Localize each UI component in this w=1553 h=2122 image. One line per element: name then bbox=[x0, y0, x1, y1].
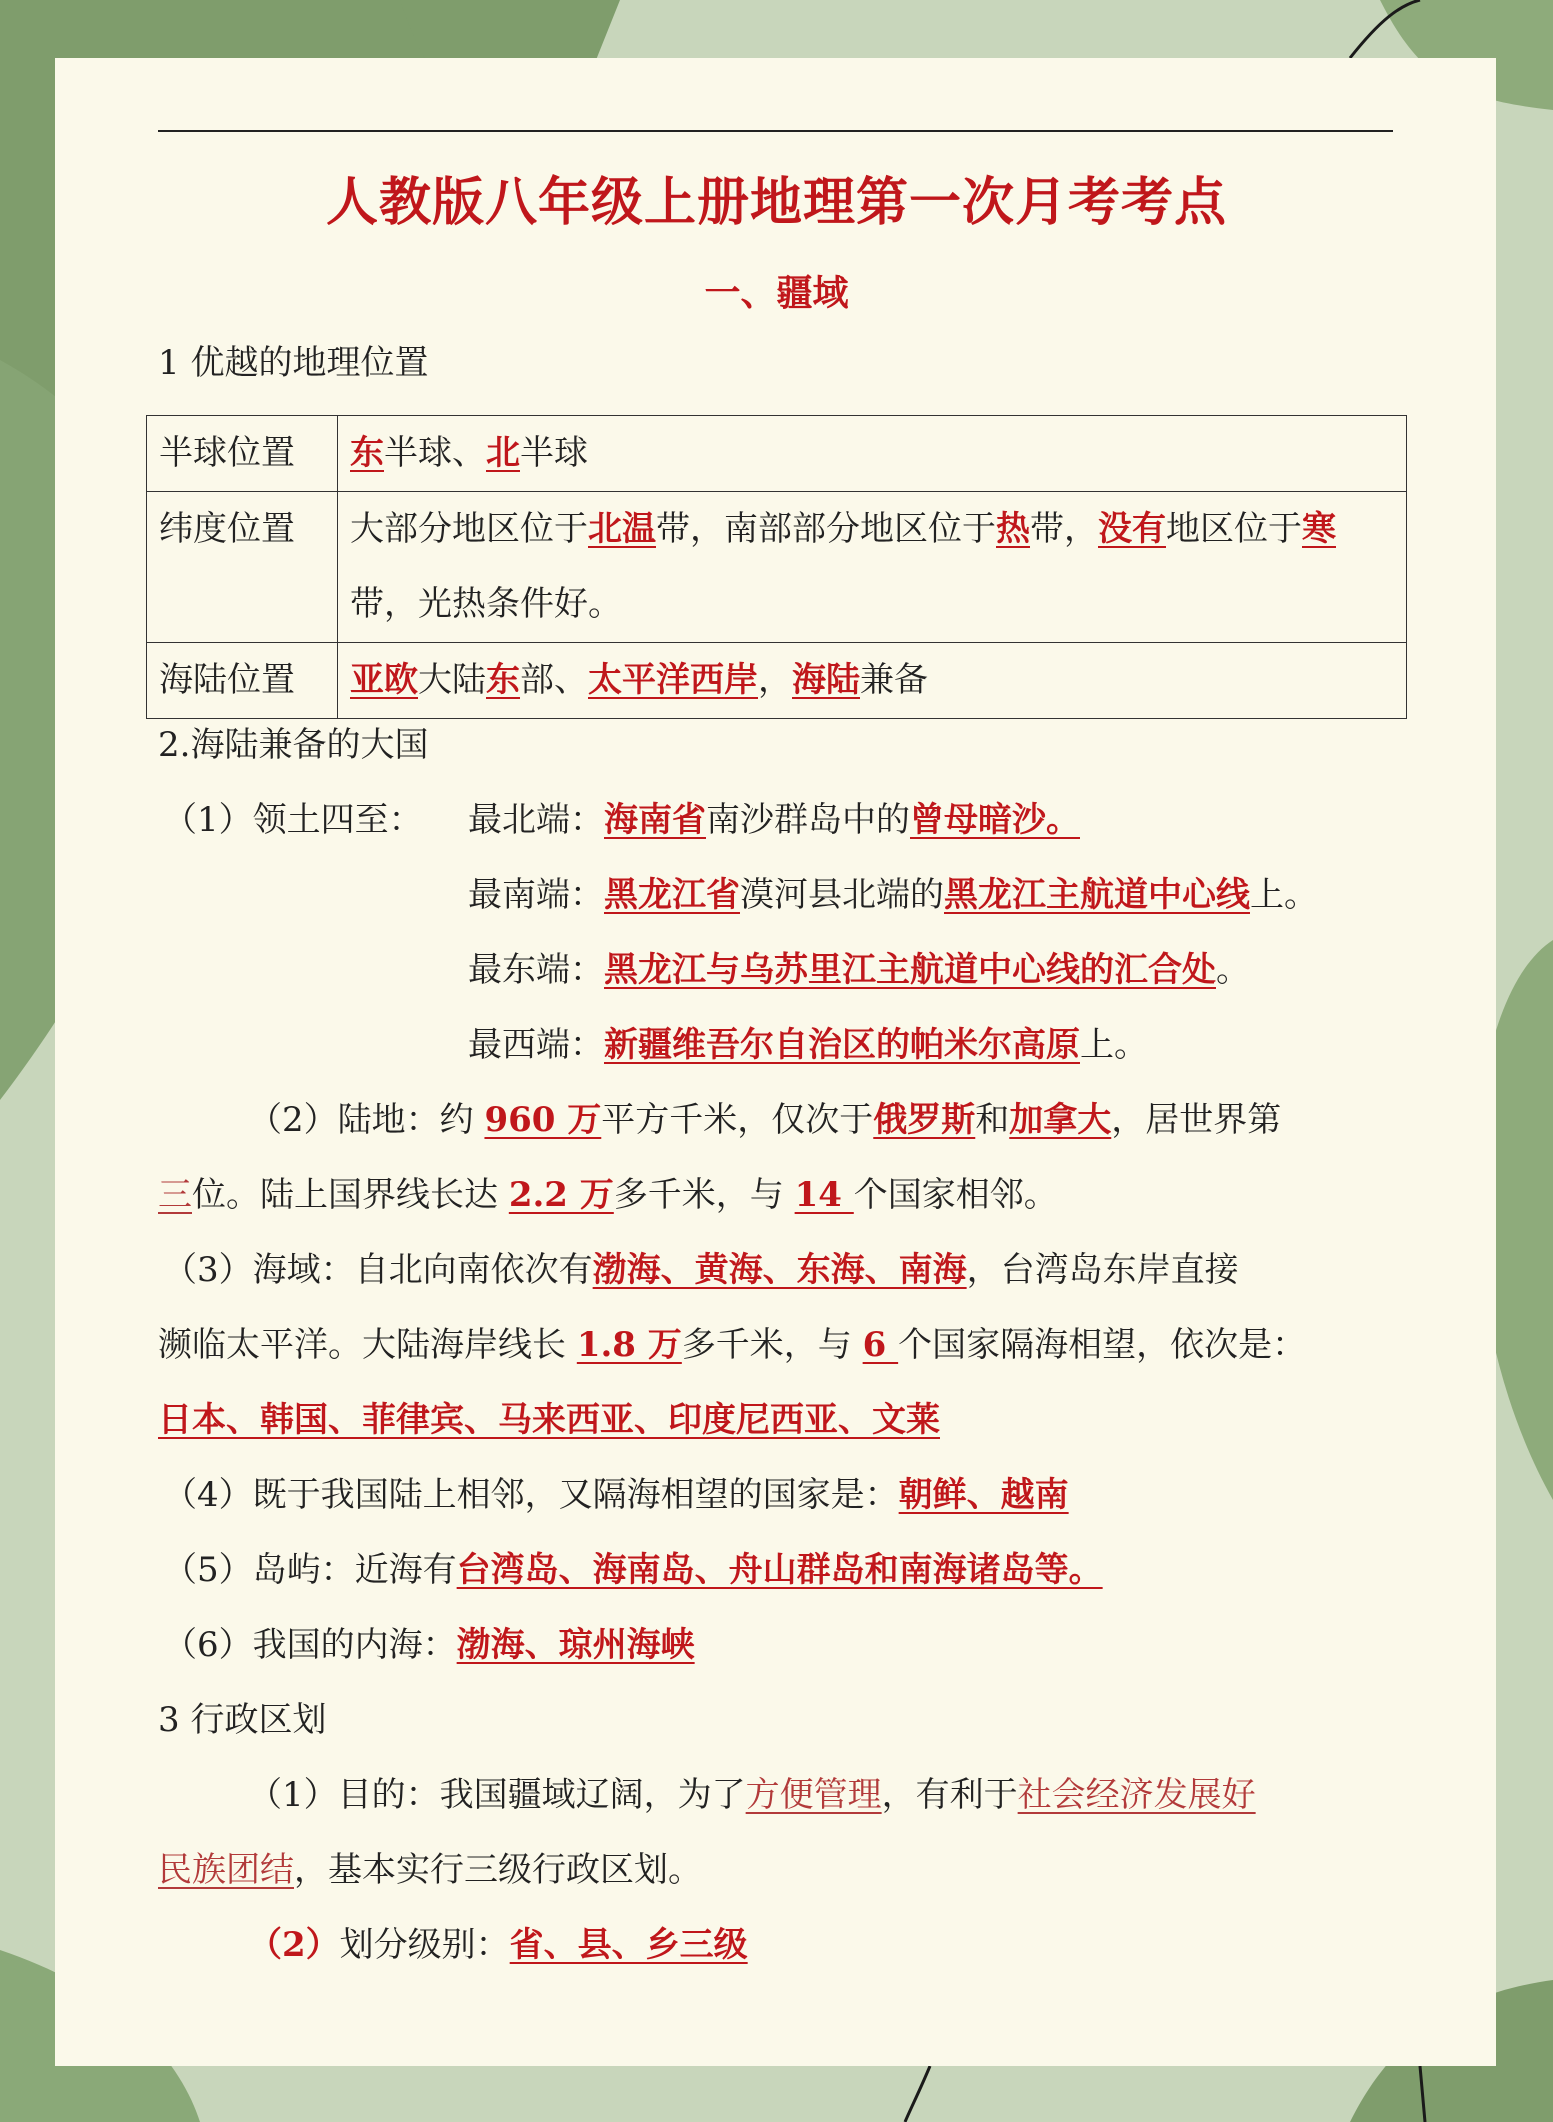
text: ， bbox=[758, 660, 792, 700]
extreme-north: 最北端：海南省南沙群岛中的曾母暗沙。 bbox=[468, 800, 1080, 840]
row-key: 半球位置 bbox=[147, 416, 338, 492]
keyword: 海陆 bbox=[792, 660, 860, 700]
row-key: 纬度位置 bbox=[147, 492, 338, 643]
sea-line-2: 濒临太平洋。大陆海岸线长 1.8 万多千米，与 6 个国家隔海相望，依次是： bbox=[158, 1325, 1307, 1365]
both-neighbors: （4）既于我国陆上相邻，又隔海相望的国家是：朝鲜、越南 bbox=[163, 1475, 1069, 1515]
table-row bbox=[147, 492, 1407, 643]
row-key: 海陆位置 bbox=[147, 643, 338, 719]
islands: （5）岛屿：近海有台湾岛、海南岛、舟山群岛和南海诸岛等。 bbox=[163, 1550, 1103, 1590]
keyword: 北 bbox=[486, 433, 520, 473]
extreme-south: 最南端：黑龙江省漠河县北端的黑龙江主航道中心线上。 bbox=[468, 875, 1318, 915]
heading-location: 1 优越的地理位置 bbox=[158, 343, 429, 383]
text: 大陆 bbox=[418, 660, 486, 700]
heading-big-country: 2.海陆兼备的大国 bbox=[158, 725, 429, 765]
purpose-line-1: （1）目的：我国疆域辽阔，为了方便管理，有利于社会经济发展好 bbox=[248, 1775, 1256, 1815]
extreme-east: 最东端：黑龙江与乌苏里江主航道中心线的汇合处。 bbox=[468, 950, 1250, 990]
keyword: 东 bbox=[350, 433, 384, 473]
extreme-west: 最西端：新疆维吾尔自治区的帕米尔高原上。 bbox=[468, 1025, 1148, 1065]
row-value bbox=[338, 416, 1407, 492]
purpose-line-2: 民族团结，基本实行三级行政区划。 bbox=[158, 1850, 702, 1890]
row-value bbox=[338, 492, 1407, 643]
text: 大部分地区位于 bbox=[350, 509, 588, 549]
land-line-1: （2）陆地：约 960 万平方千米，仅次于俄罗斯和加拿大，居世界第 bbox=[248, 1100, 1282, 1140]
text: 带， bbox=[1030, 509, 1098, 549]
text: 部、 bbox=[520, 660, 588, 700]
keyword: 热 bbox=[996, 509, 1030, 549]
text: 兼备 bbox=[860, 660, 928, 700]
keyword: 东 bbox=[486, 660, 520, 700]
keyword: 没有 bbox=[1098, 509, 1166, 549]
heading-admin: 3 行政区划 bbox=[158, 1700, 327, 1740]
text: 带，南部部分地区位于 bbox=[656, 509, 996, 549]
land-line-2: 三位。陆上国界线长达 2.2 万多千米，与 14 个国家相邻。 bbox=[158, 1175, 1058, 1215]
inland-sea: （6）我国的内海：渤海、琼州海峡 bbox=[163, 1625, 695, 1665]
territory-label: （1）领土四至： bbox=[163, 800, 423, 840]
row-value bbox=[338, 643, 1407, 719]
levels-line: （2）划分级别：省、县、乡三级 bbox=[248, 1925, 748, 1965]
sea-line-3: 日本、韩国、菲律宾、马来西亚、印度尼西亚、文莱 bbox=[158, 1400, 940, 1440]
text: 半球 bbox=[520, 433, 588, 473]
keyword: 太平洋西岸 bbox=[588, 660, 758, 700]
table-row bbox=[147, 643, 1407, 719]
section-subtitle: 一、疆域 bbox=[704, 273, 849, 314]
text: 带，光热条件好。 bbox=[350, 584, 622, 624]
table-row bbox=[147, 416, 1407, 492]
text: 半球、 bbox=[384, 433, 486, 473]
top-divider bbox=[158, 130, 1393, 132]
keyword: 亚欧 bbox=[350, 660, 418, 700]
location-table bbox=[146, 415, 1407, 719]
keyword: 寒 bbox=[1302, 509, 1336, 549]
sea-line-1: （3）海域：自北向南依次有渤海、黄海、东海、南海，台湾岛东岸直接 bbox=[163, 1250, 1239, 1290]
text: 地区位于 bbox=[1166, 509, 1302, 549]
keyword: 北温 bbox=[588, 509, 656, 549]
page-title: 人教版八年级上册地理第一次月考考点 bbox=[325, 173, 1227, 233]
